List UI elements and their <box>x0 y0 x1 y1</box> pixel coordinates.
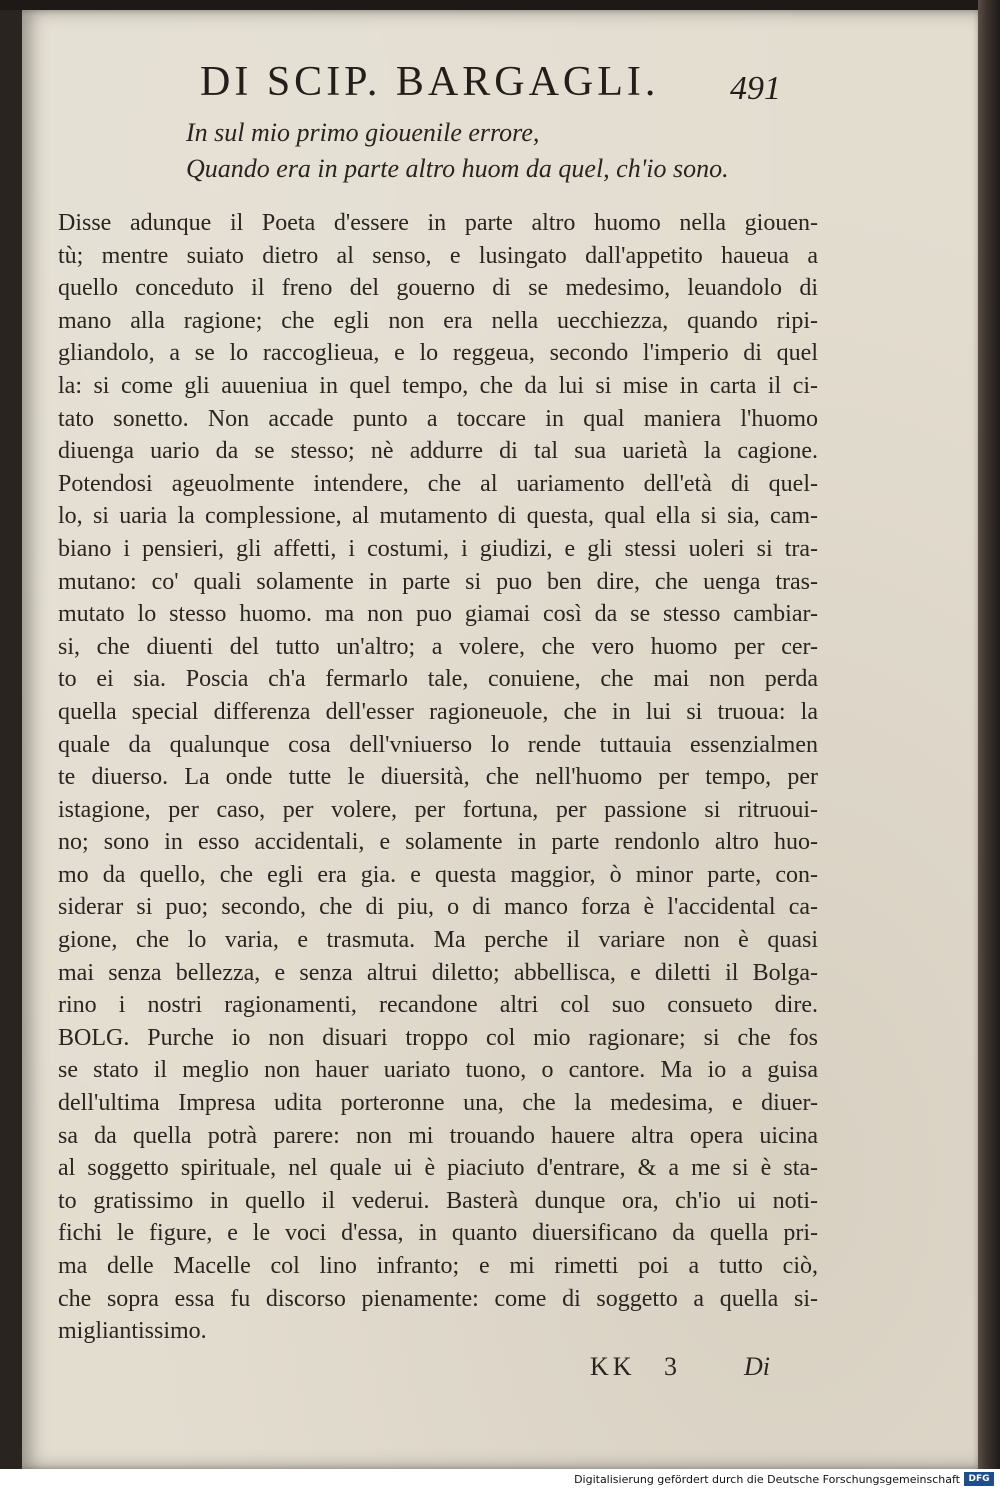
body-line: gliandolo, a se lo raccoglieua, e lo reggeua, secondo l'imperio di quel <box>58 340 818 367</box>
body-line: al soggetto spirituale, nel quale ui è piaciuto d'entrare, & a me si è sta- <box>58 1155 818 1182</box>
body-line: no; sono in esso accidentali, e solamente in parte rendonlo altro huo- <box>58 829 818 856</box>
body-line: biano i pensieri, gli affetti, i costumi, i giudizi, e gli stessi uoleri si tra- <box>58 535 818 562</box>
body-line: migliantissimo. <box>58 1318 207 1345</box>
body-line: istagione, per caso, per volere, per fortuna, per passione si ritruoui- <box>58 796 818 823</box>
body-line: si, che diuenti del tutto un'altro; a volere, che vero huomo per cer- <box>58 633 818 660</box>
body-line: tù; mentre suiato dietro al senso, e lusingato dall'appetito haueua a <box>58 242 818 269</box>
body-line: BOLG. Purche io non disuari troppo col mio ragionare; si che fos <box>58 1024 818 1051</box>
body-line: che sopra essa fu discorso pienamente: come di soggetto a quella si- <box>58 1285 818 1312</box>
body-line: mutato lo stesso huomo. ma non puo giamai così da se stesso cambiar- <box>58 601 818 628</box>
signature-number: 3 <box>664 1352 677 1381</box>
body-line: sa da quella potrà parere: non mi trouando hauere altra opera uicina <box>58 1122 818 1149</box>
page-number: 491 <box>730 70 781 107</box>
body-line: siderar si puo; secondo, che di piu, o di manco forza è l'accidental ca- <box>58 894 818 921</box>
footer-bar <box>0 1469 1000 1491</box>
dfg-logo: DFG <box>964 1472 994 1486</box>
body-line: tato sonetto. Non accade punto a toccare in qual maniera l'huomo <box>58 405 818 432</box>
running-head: DI SCIP. BARGAGLI. <box>200 59 660 105</box>
scan-top-border <box>0 0 1000 10</box>
body-line: diuenga uario da se stesso; nè addurre di tal sua uarietà la cagione. <box>58 438 818 465</box>
body-line: rino i nostri ragionamenti, recandone altri col suo consueto dire. <box>58 992 818 1019</box>
verse-line-2: Quando era in parte altro huom da quel, ch'io sono. <box>186 154 729 183</box>
footer-credit: Digitalisierung gefördert durch die Deutsche Forschungsgemeinschaft <box>574 1473 960 1486</box>
body-text <box>58 207 818 1348</box>
body-line: se stato il meglio non hauer uariato tuono, o cantore. Ma io a guisa <box>58 1057 818 1084</box>
body-line: Potendosi ageuolmente intendere, che al uariamento dell'età di quel- <box>58 470 818 497</box>
body-line: lo, si uaria la complessione, al mutamento di questa, qual ella si sia, cam- <box>58 503 818 530</box>
body-line: ma delle Macelle col lino infranto; e mi rimetti poi a tutto ciò, <box>58 1253 818 1279</box>
body-line: dell'ultima Impresa udita porteronne una, che la medesima, e diuer- <box>58 1090 818 1117</box>
body-line: quale da qualunque cosa dell'vniuerso lo rende tuttauia essenzialmen <box>58 731 818 758</box>
body-line: mutano: co' quali solamente in parte si puo ben dire, che uenga tras- <box>58 568 818 595</box>
signature-mark: KK <box>590 1352 636 1381</box>
body-line: la: si come gli auueniua in quel tempo, che da lui si mise in carta il ci- <box>58 372 818 399</box>
body-line: te diuerso. La onde tutte le diuersità, che nell'huomo per tempo, per <box>58 764 818 791</box>
catchword: Di <box>744 1352 770 1381</box>
body-line: mo da quello, che egli era gia. e questa maggior, ò minor parte, con- <box>58 861 818 888</box>
verse-line-1: In sul mio primo giouenile errore, <box>186 118 540 147</box>
body-line: mai senza bellezza, e senza altrui diletto; abbellisca, e diletti il Bolga- <box>58 959 818 986</box>
body-line: to ei sia. Poscia ch'a fermarlo tale, conuiene, che mai non perda <box>58 666 818 693</box>
body-line: to gratissimo in quello il vederui. Basterà dunque ora, ch'io ui noti- <box>58 1187 818 1214</box>
body-line: quello conceduto il freno del gouerno di se medesimo, leuandolo di <box>58 275 818 302</box>
body-line: gione, che lo varia, e trasmuta. Ma perche il variare non è quasi <box>58 927 818 954</box>
body-line: Disse adunque il Poeta d'essere in parte altro huomo nella giouen- <box>58 210 818 236</box>
book-fore-edge <box>978 0 1000 1469</box>
body-line: quella special differenza dell'esser ragioneuole, che in lui si truoua: la <box>58 698 818 725</box>
body-line: fichi le figure, e le voci d'essa, in quanto diuersificano da quella pri- <box>58 1220 818 1247</box>
body-line: mano alla ragione; che egli non era nella uecchiezza, quando ripi- <box>58 307 818 334</box>
